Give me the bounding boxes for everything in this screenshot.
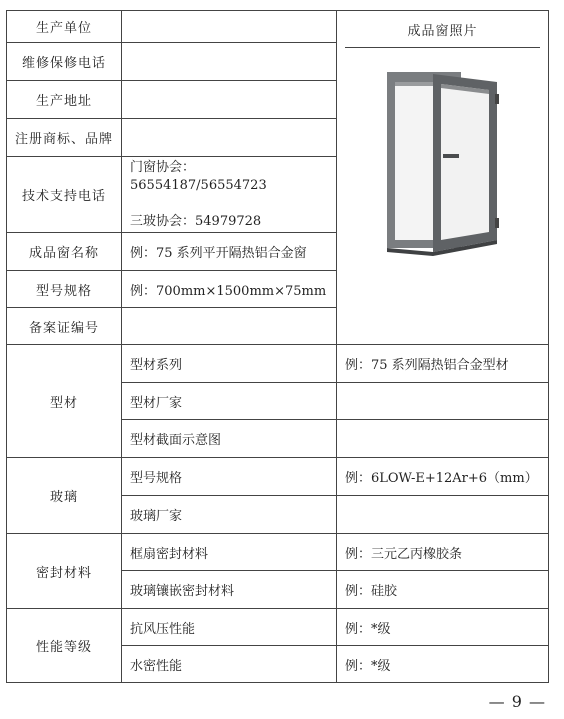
profile-item-value: 例：75 系列隔热铝合金型材 <box>337 345 549 383</box>
producer-value <box>122 11 337 43</box>
profile-item-label: 型材系列 <box>122 345 337 383</box>
performance-group-label: 性能等级 <box>7 609 122 683</box>
profile-item-label: 型材截面示意图 <box>122 420 337 458</box>
profile-item-label: 型材厂家 <box>122 383 337 420</box>
tech-phone-line-1: 门窗协会：56554187/56554723 <box>130 159 267 193</box>
profile-group-label: 型材 <box>7 345 122 458</box>
trademark-label: 注册商标、品牌 <box>7 119 122 157</box>
record-no-value <box>122 308 337 345</box>
top-clipped-edge <box>6 0 548 10</box>
seal-group-label: 密封材料 <box>7 534 122 609</box>
repair-phone-label: 维修保修电话 <box>7 43 122 81</box>
window-photo-image <box>385 68 505 258</box>
performance-item-value: 例：*级 <box>337 646 549 683</box>
repair-phone-value <box>122 43 337 81</box>
glass-item-value: 例：6LOW-E+12Ar+6（mm） <box>337 458 549 496</box>
profile-item-value <box>337 420 549 458</box>
row-profile-series <box>7 345 549 383</box>
tech-phone-line-2: 三玻协会：54979728 <box>130 213 262 229</box>
row-performance-wind <box>7 609 549 646</box>
photo-header: 成品窗照片 <box>345 17 540 48</box>
tech-phone-label: 技术支持电话 <box>7 157 122 233</box>
tech-phone-value <box>122 157 337 233</box>
page-number: — 9 — <box>488 692 546 711</box>
profile-item-value <box>337 383 549 420</box>
glass-item-label: 玻璃厂家 <box>122 496 337 534</box>
row-glass-model <box>7 458 549 496</box>
model-label: 型号规格 <box>7 271 122 308</box>
performance-item-label: 抗风压性能 <box>122 609 337 646</box>
glass-group-label: 玻璃 <box>7 458 122 534</box>
seal-item-label: 框扇密封材料 <box>122 534 337 571</box>
address-value <box>122 81 337 119</box>
record-no-label: 备案证编号 <box>7 308 122 345</box>
performance-item-label: 水密性能 <box>122 646 337 683</box>
row-producer <box>7 11 549 43</box>
glass-item-value <box>337 496 549 534</box>
window-name-label: 成品窗名称 <box>7 233 122 271</box>
window-name-value: 例：75 系列平开隔热铝合金窗 <box>122 233 337 271</box>
seal-item-value: 例：三元乙丙橡胶条 <box>337 534 549 571</box>
photo-cell <box>337 11 549 345</box>
address-label: 生产地址 <box>7 81 122 119</box>
trademark-value <box>122 119 337 157</box>
seal-item-label: 玻璃镶嵌密封材料 <box>122 571 337 609</box>
seal-item-value: 例：硅胶 <box>337 571 549 609</box>
producer-label: 生产单位 <box>7 11 122 43</box>
performance-item-value: 例：*级 <box>337 609 549 646</box>
model-value: 例：700mm×1500mm×75mm <box>122 271 337 308</box>
row-seal-frame <box>7 534 549 571</box>
photo-box <box>345 48 540 338</box>
product-info-table <box>6 10 549 683</box>
glass-item-label: 型号规格 <box>122 458 337 496</box>
